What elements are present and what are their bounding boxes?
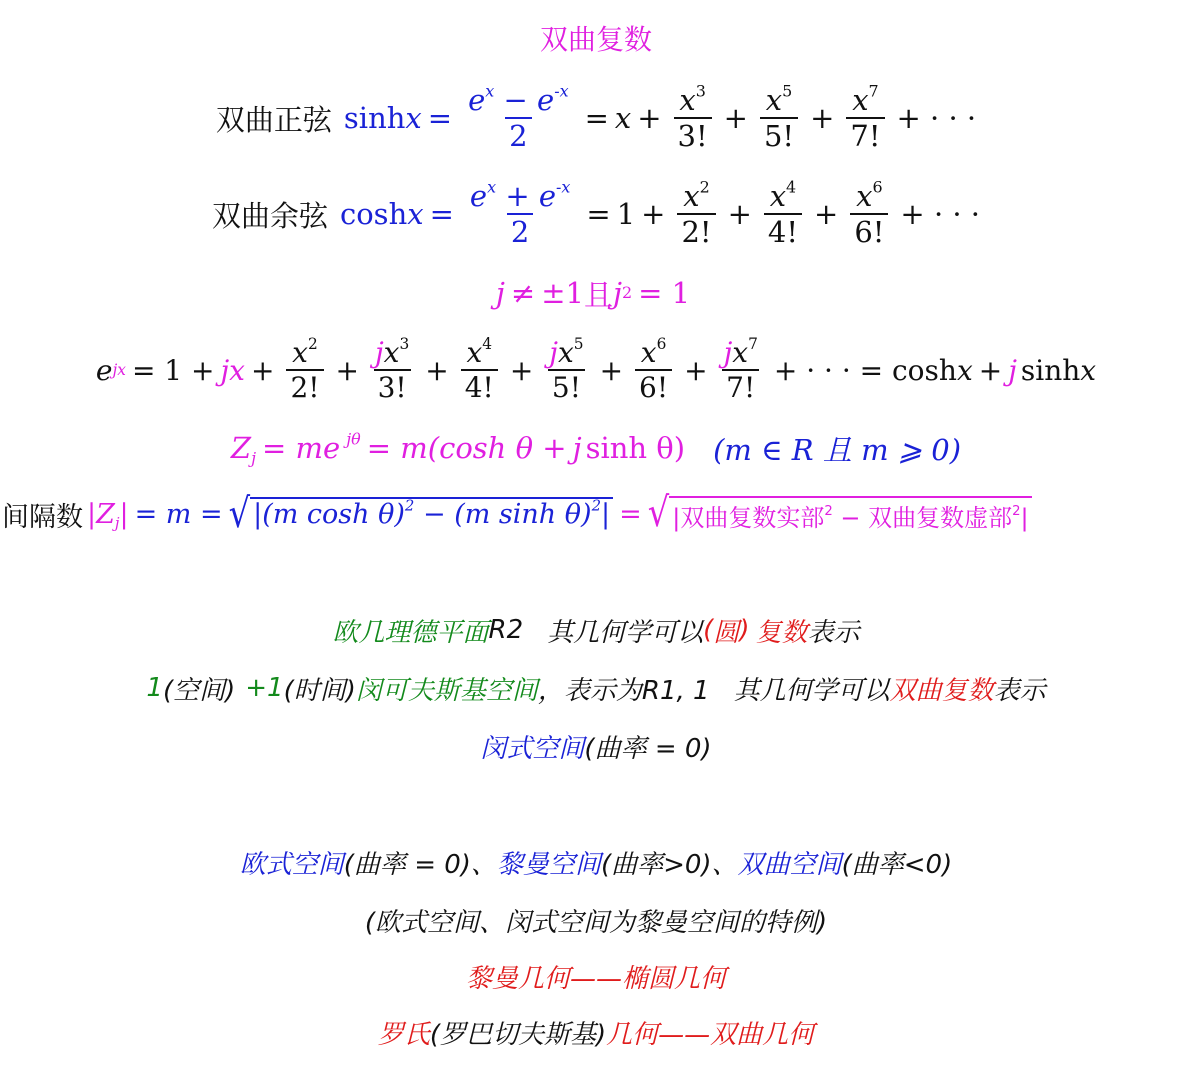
cosh-lhs: coshx (339, 197, 424, 231)
cosh-term-2: $\frac{x^4}{4!}$ (764, 181, 802, 248)
interval-label: 间隔数 (2, 501, 83, 533)
minkowski-line: 1 (空间) +1 (时间) 闵可夫斯基空间 ，表示为R1, 1 其几何学可以 双曲复数 表示 (146, 673, 1046, 706)
lobachevsky-line: 罗氏 (罗巴切夫斯基) 几何——双曲几何 (377, 1019, 815, 1050)
euler-term-5: $\frac{jx^5}{5!}$ (549, 334, 584, 404)
euler-term-7: $\frac{jx^7}{7!}$ (723, 334, 758, 404)
cosh-term-1: $\frac{x^2}{2!}$ (677, 181, 715, 248)
title-text: 双曲复数 (539, 23, 652, 56)
page-title (0, 18, 1192, 58)
sinh-term-1: $\frac{x^3}{3!}$ (674, 85, 712, 152)
sinh-term-2: $\frac{x^5}{5!}$ (760, 85, 798, 152)
polar-form: $Z_j$ = me $^{j\theta}$ = m(cosh θ + j sinh θ) (m ∈ R 且 m ⩾ 0) (230, 429, 962, 468)
cosh-fraction: $\frac{e^x + e^{-x}}{2}$ (469, 177, 571, 249)
riemann-line: 黎曼几何——椭圆几何 (465, 963, 726, 994)
euler-term-2: $\frac{x^2}{2!}$ (286, 338, 323, 403)
euclid-line: 欧几理德平面 R2 其几何学可以 ( 圆 ) 复数 表示 (332, 615, 860, 648)
interval-sqrt-2: √ |双曲复数实部$^2$ − 双曲复数虚部$^2$| (648, 496, 1032, 533)
interval-equation: 间隔数 $|Z_j|$ = m = √ |(m cosh θ)$^2$ − (m sinh θ)$^2$| = √ |双曲复数实部$^2$ − 双曲复数虚部$^2$| (0, 488, 1190, 540)
sinh-fraction: $\frac{e^x - e^{-x}}{2}$ (468, 81, 569, 153)
sinh-tail: + · · · (896, 101, 977, 135)
cosh-tail: + · · · (900, 197, 981, 231)
special-case-note: (欧式空间、闵式空间为黎曼空间的特例) (364, 907, 828, 938)
minkowski-curvature: 闵式空间 (曲率 = 0) (480, 733, 712, 764)
euler-term-4: $\frac{x^4}{4!}$ (461, 338, 498, 403)
euler-term-6: $\frac{x^6}{6!}$ (635, 338, 672, 403)
cosh-label: 双曲余弦 (211, 198, 328, 233)
spaces-line: 欧式空间 (曲率 = 0)、 黎曼空间 (曲率>0)、 双曲空间 (曲率<0) (239, 849, 953, 880)
sinh-term-3: $\frac{x^7}{7!}$ (846, 85, 884, 152)
sinh-equation: 双曲正弦 sinhx = $\frac{e^x - e^{-x}}{2}$ = x + $\frac{x^3}{3!}$ + $\frac{x^5}{5!}$ + $\frac{x^7}{7!}$ + · · · (215, 81, 977, 153)
polar-condition: (m ∈ R 且 m ⩾ 0) (713, 432, 962, 467)
euler-expansion: e jx = 1 + jx + $\frac{x^2}{2!}$ + $\frac{jx^3}{3!}$ + $\frac{x^4}{4!}$ + $\frac{jx^5}{5!}$ + $\frac{x^6}{6!}$ + $\frac{jx^7}{7!}$ + · · · = cosh x + j sinh x (95, 334, 1097, 404)
interval-sqrt-1: √ |(m cosh θ)$^2$ − (m sinh θ)$^2$| (229, 497, 614, 531)
j-definition: j ≠ ±1 且 j 2 = 1 (495, 276, 691, 312)
cosh-term-3: $\frac{x^6}{6!}$ (850, 181, 888, 248)
euler-term-3: $\frac{jx^3}{3!}$ (374, 334, 410, 404)
sinh-label: 双曲正弦 (215, 102, 332, 137)
cosh-equation: 双曲余弦 coshx = $\frac{e^x + e^{-x}}{2}$ = 1 + $\frac{x^2}{2!}$ + $\frac{x^4}{4!}$ + $\frac{x^6}{6!}$ + · · · (211, 177, 981, 249)
sinh-lhs: sinhx (343, 101, 422, 135)
